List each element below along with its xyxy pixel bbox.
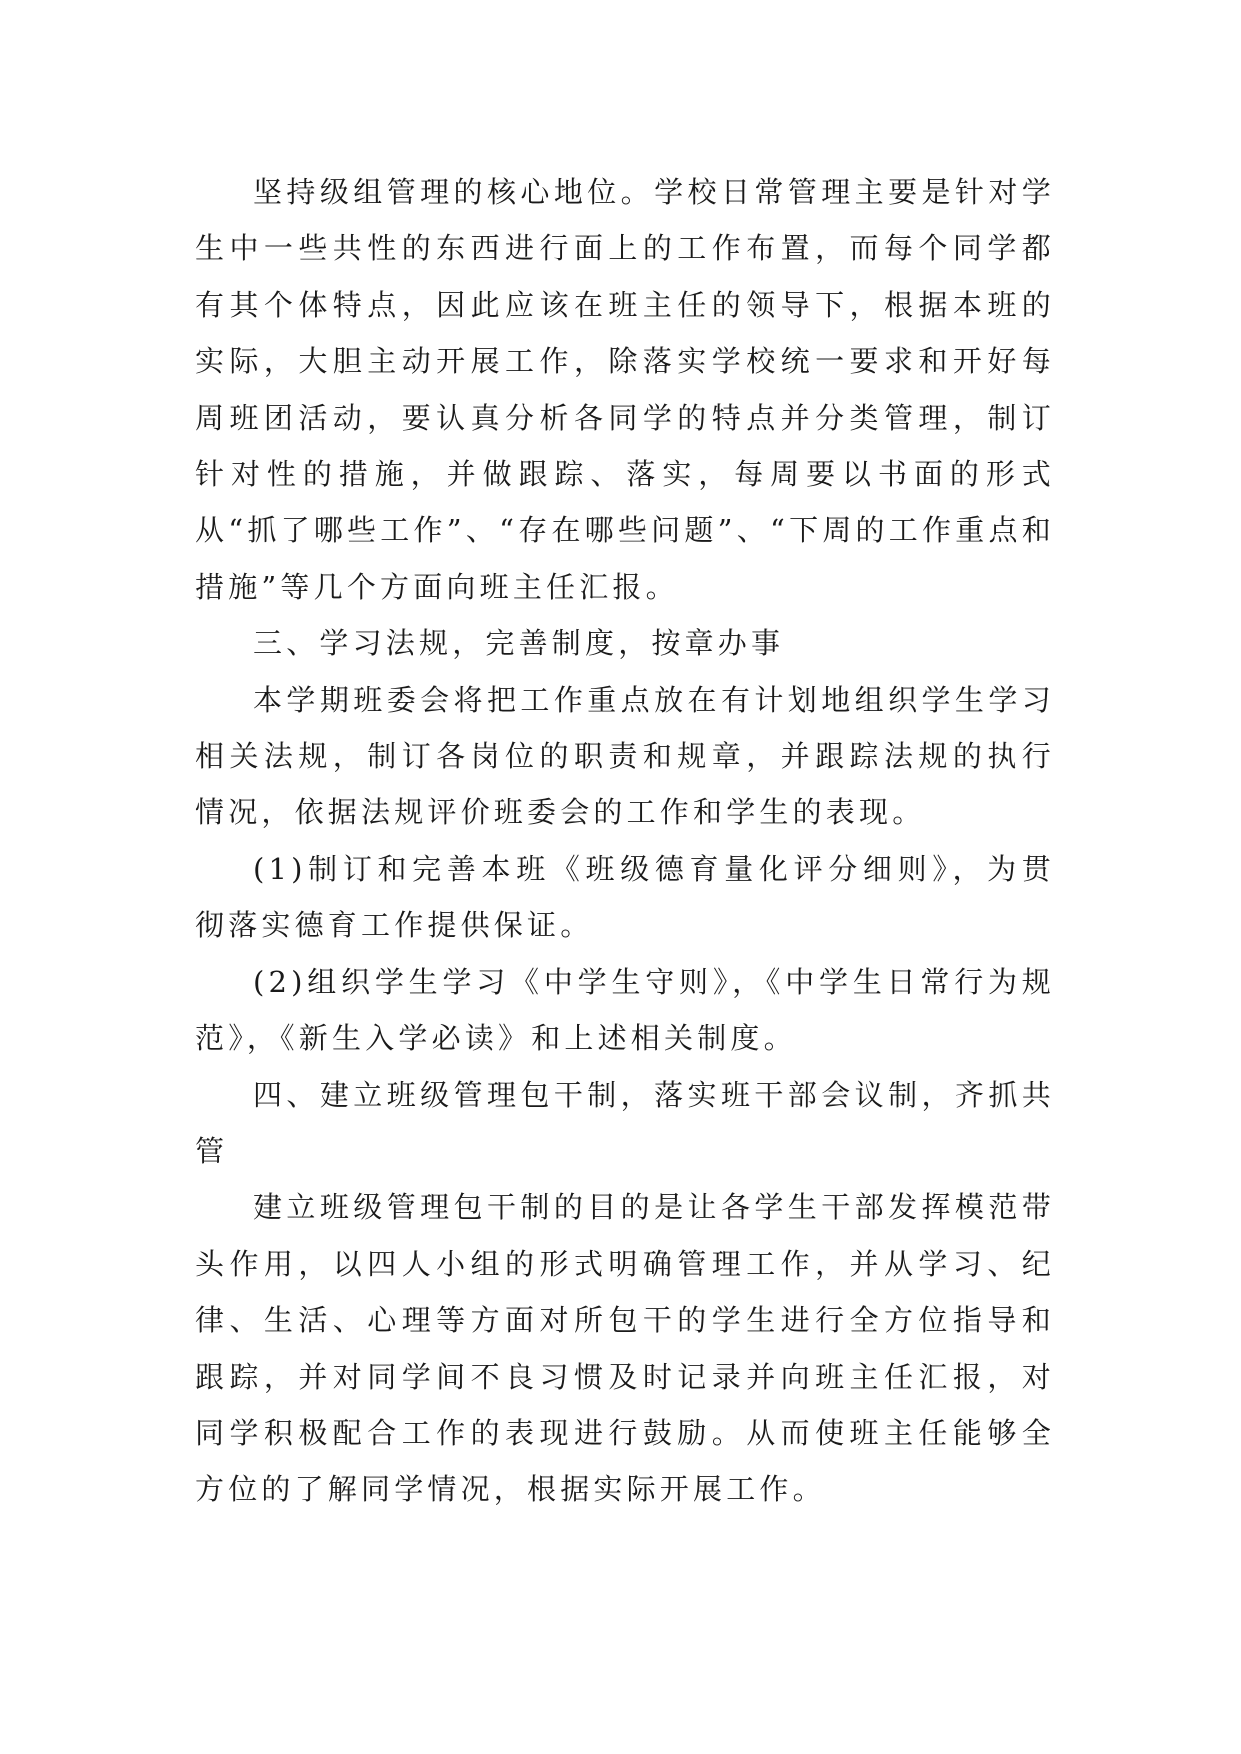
paragraph-class-committee-focus: 本学期班委会将把工作重点放在有计划地组织学生学习相关法规，制订各岗位的职责和规章，并跟踪法规的执行情况，依据法规评价班委会的工作和学生的表现。 [195,682,1055,830]
section-heading-3: 三、学习法规，完善制度，按章办事 [253,626,785,661]
document-body [195,164,1055,1518]
list-item-1: (1)制订和完善本班《班级德育量化评分细则》，为贯彻落实德育工作提供保证。 [195,851,1055,943]
paragraph-responsibility-system: 建立班级管理包干制的目的是让各学生干部发挥模范带头作用，以四人小组的形式明确管理工作，并从学习、纪律、生活、心理等方面对所包干的学生进行全方位指导和跟踪，并对同学间不良习惯及时记录并向班主任汇报，对同学积极配合工作的表现进行鼓励。从而使班主任能够全方位的了解同学情况，根据实际开展工作。 [195,1190,1055,1507]
paragraph-grade-group-management: 坚持级组管理的核心地位。学校日常管理主要是针对学生中一些共性的东西进行面上的工作布置，而每个同学都有其个体特点，因此应该在班主任的领导下，根据本班的实际，大胆主动开展工作，除落实学校统一要求和开好每周班团活动，要认真分析各同学的特点并分类管理，制订针对性的措施，并做跟踪、落实，每周要以书面的形式从“抓了哪些工作”、“存在哪些问题”、“下周的工作重点和措施”等几个方面向班主任汇报。 [195,175,1055,604]
section-heading-4: 四、建立班级管理包干制，落实班干部会议制，齐抓共管 [195,1077,1055,1168]
list-item-2: (2)组织学生学习《中学生守则》，《中学生日常行为规范》，《新生入学必读》和上述相关制度。 [195,964,1055,1056]
